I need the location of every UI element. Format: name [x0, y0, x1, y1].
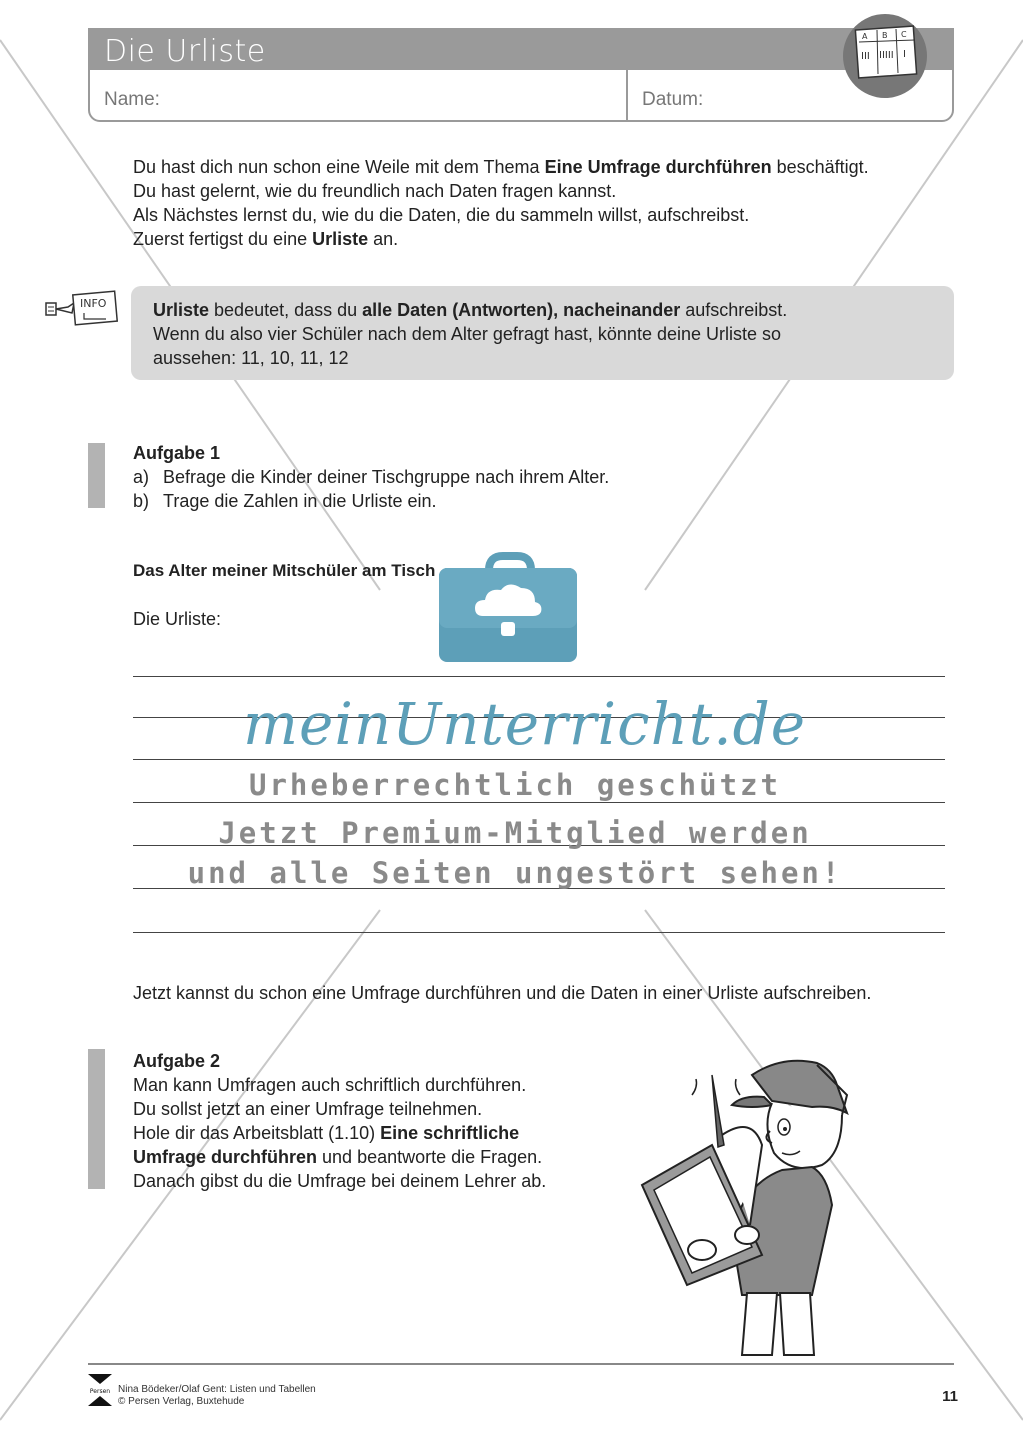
page-title: Die Urliste: [104, 34, 266, 69]
writing-line[interactable]: [133, 759, 945, 760]
watermark-line-1: Urheberrechtlich geschützt: [249, 768, 781, 802]
intro-line-2: Du hast gelernt, wie du freundlich nach Daten fragen kannst.: [133, 181, 617, 201]
logo-tally-b: IIIII: [879, 50, 894, 61]
section-heading: Das Alter meiner Mitschüler am Tisch: [133, 561, 436, 580]
info-line-1: Urliste bedeutet, dass du alle Daten (Antworten), nacheinander aufschreibst.: [153, 300, 788, 320]
header-divider: [626, 70, 628, 122]
info-line-3: aussehen: 11, 10, 11, 12: [153, 348, 349, 368]
info-icon: [44, 289, 120, 334]
footer-copyright: © Persen Verlag, Buxtehude: [118, 1396, 245, 1407]
watermark-line-3: und alle Seiten ungestört sehen!: [187, 856, 843, 890]
footer-rule: [88, 1363, 954, 1365]
boy-with-clipboard-illustration: [632, 1035, 872, 1370]
urliste-label: Die Urliste:: [133, 609, 222, 629]
writing-line[interactable]: [133, 676, 945, 677]
task2-line-2: Du sollst jetzt an einer Umfrage teilnehmen.: [133, 1099, 483, 1119]
date-field-label: Datum:: [642, 89, 704, 110]
intro-line-3: Als Nächstes lernst du, wie du die Daten, die du sammeln willst, aufschreibst.: [133, 205, 750, 225]
tally-sheet-icon: [843, 14, 927, 98]
info-line-2: Wenn du also vier Schüler nach dem Alter gefragt hast, könnte deine Urliste so: [153, 324, 782, 344]
task2-line-1: Man kann Umfragen auch schriftlich durchführen.: [133, 1075, 527, 1095]
info-icon-label: INFO: [80, 297, 107, 310]
logo-cell-a: A: [862, 32, 868, 41]
conclusion-text: Jetzt kannst du schon eine Umfrage durchführen und die Daten in einer Urliste aufschreiben.: [133, 983, 872, 1003]
info-text: [153, 298, 943, 370]
logo-tally-a: III: [861, 51, 870, 62]
task1: [133, 441, 833, 513]
task2-line-3: Hole dir das Arbeitsblatt (1.10) Eine schriftliche: [133, 1123, 520, 1143]
task1-item-b: b) Trage die Zahlen in die Urliste ein.: [133, 491, 437, 511]
page-number: 11: [942, 1388, 958, 1405]
logo-tally-c: I: [903, 49, 906, 60]
intro-line-4: Zuerst fertigst du eine Urliste an.: [133, 229, 399, 249]
briefcase-cloud-icon: [437, 550, 581, 671]
logo-cell-b: B: [882, 31, 888, 40]
task1-item-a: a) Befrage die Kinder deiner Tischgruppe nach ihrem Alter.: [133, 467, 610, 487]
tally-logo: [843, 14, 927, 98]
watermark-line-2: Jetzt Premium-Mitglied werden: [218, 816, 812, 850]
task2-marker-bar: [88, 1049, 105, 1189]
task2-line-5: Danach gibst du die Umfrage bei deinem Lehrer ab.: [133, 1171, 547, 1191]
task1-marker-bar: [88, 443, 105, 508]
intro-paragraph: [133, 155, 963, 251]
footer-authors: Nina Bödeker/Olaf Gent: Listen und Tabellen: [118, 1384, 316, 1395]
writing-line[interactable]: [133, 932, 945, 933]
task2-heading: Aufgabe 2: [133, 1051, 221, 1071]
task1-heading: Aufgabe 1: [133, 443, 221, 463]
intro-line-1: Du hast dich nun schon eine Weile mit dem Thema Eine Umfrage durchführen beschäftigt.: [133, 157, 869, 177]
task2-line-4: Umfrage durchführen und beantworte die Fragen.: [133, 1147, 543, 1167]
publisher-logo-text: Persen: [89, 1388, 111, 1395]
writing-line[interactable]: [133, 802, 945, 803]
name-field-label: Name:: [104, 89, 160, 110]
logo-cell-c: C: [901, 30, 907, 39]
task2: [133, 1049, 653, 1193]
publisher-logo: [88, 1374, 112, 1411]
watermark-brand: meinUnterricht.de: [243, 690, 807, 758]
